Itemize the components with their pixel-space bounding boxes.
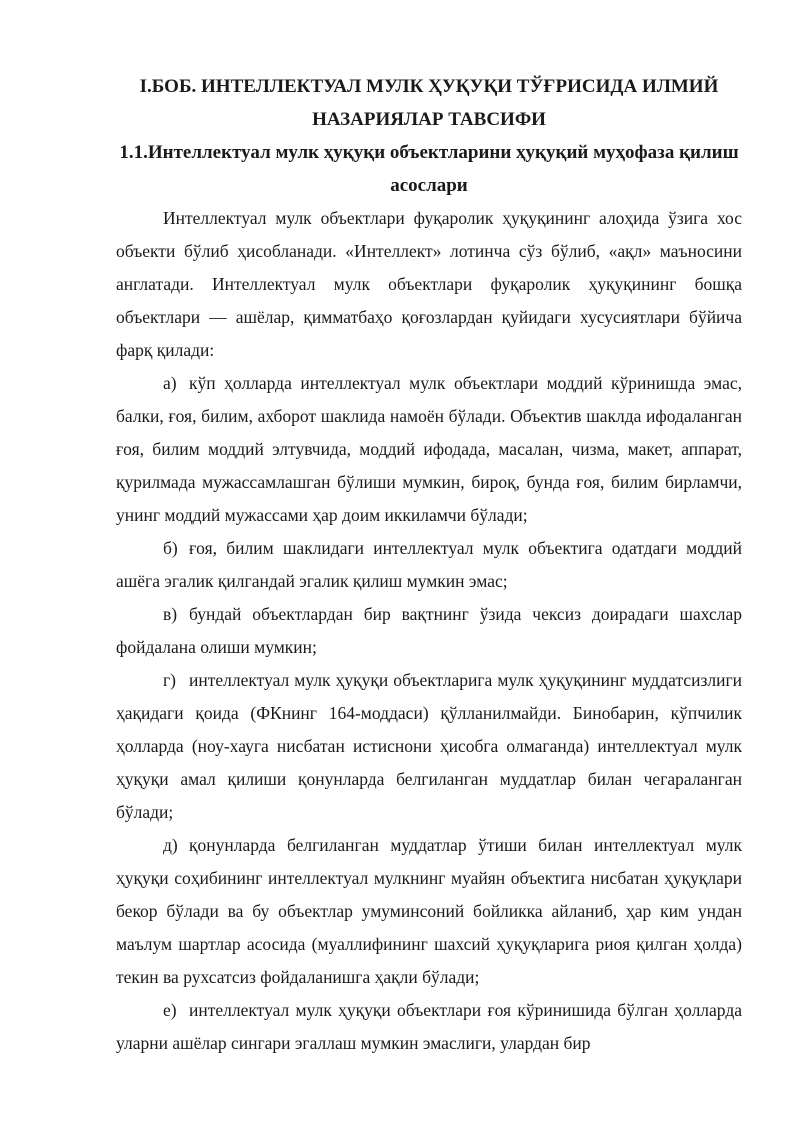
list-item-a <box>116 367 742 532</box>
list-item-e <box>116 994 742 1060</box>
list-item-v <box>116 598 742 664</box>
section-title <box>116 136 742 202</box>
document-page <box>116 70 742 1060</box>
list-item-text: ғоя, билим шаклидаги интеллектуал мулк объектига одатдаги моддий ашёга эгалик қилгандай эгалик қилиш мумкин эмас; <box>116 538 742 591</box>
list-item-g <box>116 664 742 829</box>
chapter-title <box>116 70 742 136</box>
list-marker: б) <box>163 538 178 558</box>
intro-paragraph: Интеллектуал мулк объектлари фуқаролик ҳуқуқининг алоҳида ўзига хос объекти бўлиб ҳисобланади. «Интеллект» лотинча сўз бўлиб, «ақл» маъносини англатади. Интеллектуал мулк объектлари фуқаролик ҳуқуқининг бошқа объектлари — ашёлар, қимматбаҳо қоғозлардан қуйидаги хусусиятлари бўйича фарқ қилади: <box>116 208 742 360</box>
chapter-title-line-2: НАЗАРИЯЛАР ТАВСИФИ <box>312 109 546 130</box>
list-item-text: қонунларда белгиланган муддатлар ўтиши билан интеллектуал мулк ҳуқуқи соҳибининг интеллектуал мулкнинг муайян объектига нисбатан ҳуқуқлари бекор бўлади ва бу объектлар умуминсоний бойликка айланиб, ҳар ким ундан маълум шартлар асосида (муаллифининг шахсий ҳуқуқларига риоя қилган ҳолда) текин ва рухсатсиз фойдаланишга ҳақли бўлади; <box>116 835 742 987</box>
list-item-d <box>116 829 742 994</box>
list-marker: г) <box>163 670 177 690</box>
list-marker: е) <box>163 1000 177 1020</box>
list-item-text: кўп ҳолларда интеллектуал мулк объектлари моддий кўринишда эмас, балки, ғоя, билим, ахборот шаклида намоён бўлади. Объектив шаклда ифодаланган ғоя, билим моддий элтувчида, моддий ифодада, масалан, чизма, макет, аппарат, қурилмада мужассамлашган бўлиши мумкин, бироқ, бунда ғоя, билим бирламчи, унинг моддий мужассами ҳар доим иккиламчи бўлади; <box>116 373 742 525</box>
list-marker: д) <box>163 835 178 855</box>
list-item-text: интеллектуал мулк ҳуқуқи объектлари ғоя кўринишида бўлган ҳолларда уларни ашёлар сингари эгаллаш мумкин эмаслиги, улардан бир <box>116 1000 742 1053</box>
section-title-line-2: асослари <box>390 175 468 196</box>
list-item-b <box>116 532 742 598</box>
chapter-title-line-1: I.БОБ. ИНТЕЛЛЕКТУАЛ МУЛК ҲУҚУҚИ ТЎҒРИСИДА ИЛМИЙ <box>139 76 719 97</box>
list-marker: в) <box>163 604 178 624</box>
list-item-text: интеллектуал мулк ҳуқуқи объектларига мулк ҳуқуқининг муддатсизлиги ҳақидаги қоида (ФКнинг 164-моддаси) қўлланилмайди. Бинобарин, кўпчилик ҳолларда (ноу-хауга нисбатан истиснони ҳисобга олмаганда) интеллектуал мулк ҳуқуқи амал қилиши қонунларда белгиланган муддатлар билан чегараланган бўлади; <box>116 670 742 822</box>
section-title-line-1: 1.1.Интеллектуал мулк ҳуқуқи объектларини ҳуқуқий муҳофаза қилиш <box>119 142 739 163</box>
list-item-text: бундай объектлардан бир вақтнинг ўзида чексиз доирадаги шахслар фойдалана олиши мумкин; <box>116 604 742 657</box>
list-marker: а) <box>163 373 177 393</box>
